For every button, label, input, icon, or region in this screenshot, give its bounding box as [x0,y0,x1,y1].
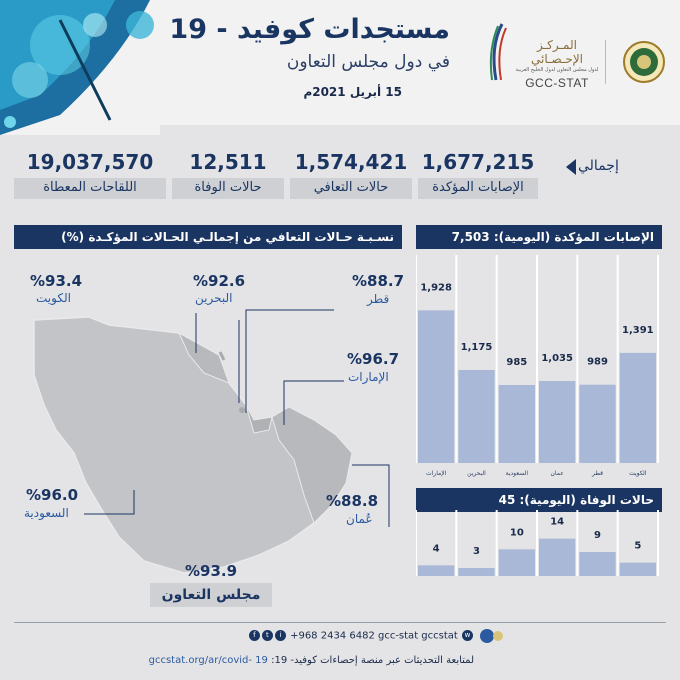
stat-vaccines-value: 19,037,570 [26,150,154,174]
bar-value-label: 1,928 [420,282,452,294]
logo-divider [605,40,606,84]
category-label: الكويت [629,470,647,477]
bar-value-label: 1,391 [622,324,654,336]
gcc-map [14,255,405,610]
bar-value-label: 1,175 [460,341,493,353]
header-banner [0,0,680,125]
oman-pct: %88.8 [326,492,379,510]
category-label: السعودية [505,470,529,477]
kuwait-name: الكويت [36,291,71,305]
bar-value-label: 985 [506,357,528,369]
logo-swoosh-icon [488,22,508,82]
gccstat-small-logo-icon [478,627,504,645]
bar [539,381,575,463]
bar-value-label: 5 [634,540,642,552]
bar-value-label: 10 [509,527,524,539]
cases-heading-label: الإصابات المؤكدة (اليومية): [493,230,654,244]
deaths-heading-label: حالات الوفاة (اليومية): [519,493,654,507]
logo-english: GCC-STAT [525,76,589,90]
uae-pct: %96.7 [347,350,400,368]
instagram-icon[interactable]: i [275,630,286,641]
bar-value-label: 3 [473,546,480,557]
stat-recovered-value: 1,574,421 [294,150,408,174]
totals-label: إجمالي [578,158,619,174]
bar [418,565,454,576]
footer-contacts-text: +968 2434 6482 gcc-stat gccstat [290,630,458,642]
bar [458,370,494,463]
bar-value-label: 989 [587,356,608,368]
bar-value-label: 14 [550,516,565,528]
footer-note [149,655,474,666]
category-label: الإمارات [425,470,447,477]
cases-total: 7,503 [451,230,490,244]
kuwait-pct: %93.4 [30,272,83,290]
bar [458,568,494,576]
stat-deaths-label: حالات الوفاة [172,178,284,199]
deaths-heading [416,488,662,512]
whatsapp-icon[interactable]: w [462,630,473,641]
bahrain-pct: %92.6 [193,272,246,290]
uae-name: الإمارات [348,370,389,384]
bar [499,385,535,463]
category-label: عمان [550,470,564,477]
stat-deaths [172,150,284,199]
bar [620,563,656,576]
twitter-icon[interactable]: t [262,630,273,641]
stat-vaccines-label: اللقاحات المعطاة [14,178,166,199]
bar [620,353,656,463]
category-label: البحرين [467,470,486,477]
bar [579,552,615,576]
logo-arabic: المـركـز الإحـصـائي [530,38,584,66]
page-title: مستجدات كوفيد - 19 [169,14,450,45]
bar [579,385,615,463]
bar [418,310,454,463]
stat-recovered-label: حالات التعافي [290,178,412,199]
stat-confirmed-label: الإصابات المؤكدة [418,178,538,199]
bar-value-label: 4 [432,543,440,555]
gcc-emblem-icon [622,40,666,84]
stat-deaths-value: 12,511 [189,150,267,174]
footer-note-text: لمتابعة التحديثات عبر منصة إحصاءات كوفيد- 19: [271,655,474,666]
oman-name: عُمان [346,512,373,526]
bar [539,539,575,576]
stat-vaccines [14,150,166,199]
bar-value-label: 9 [594,530,601,541]
footer-url-link[interactable]: gccstat.org/ar/covid- 19 [148,655,268,666]
saudi-name: السعودية [24,506,69,520]
page-subtitle: في دول مجلس التعاون [286,52,450,72]
facebook-icon[interactable]: f [249,630,260,641]
stat-confirmed [418,150,538,199]
qatar-pct: %88.7 [352,272,405,290]
stat-recovered [290,150,412,199]
footer-contacts [248,630,474,642]
category-label: قطر [591,470,604,477]
bar [499,549,535,576]
stat-confirmed-value: 1,677,215 [421,150,535,174]
deaths-bar-chart [416,510,662,582]
bahrain-name: البحرين [195,291,233,305]
totals-arrow-icon [566,159,576,175]
gcc-label: مجلس التعاون [150,583,272,607]
gccstat-logo-text [512,38,602,90]
deaths-total: 45 [498,493,516,507]
bar-value-label: 1,035 [541,353,573,365]
cases-heading [416,225,662,249]
cases-bar-chart [416,255,662,483]
qatar-name: قطر [367,292,390,306]
logo-subtitle: لدول مجلس التعاون لدول الخليج العربية [515,67,599,73]
recovery-heading: نسـبـة حـالات التعافي من إجمالـي الحـالات المؤكـدة (%) [14,225,402,249]
virus-graphic [0,0,160,135]
footer-divider [14,622,666,623]
gcc-pct: %93.9 [185,562,238,580]
report-date: 15 أبريل 2021م [303,85,402,99]
saudi-pct: %96.0 [26,486,79,504]
